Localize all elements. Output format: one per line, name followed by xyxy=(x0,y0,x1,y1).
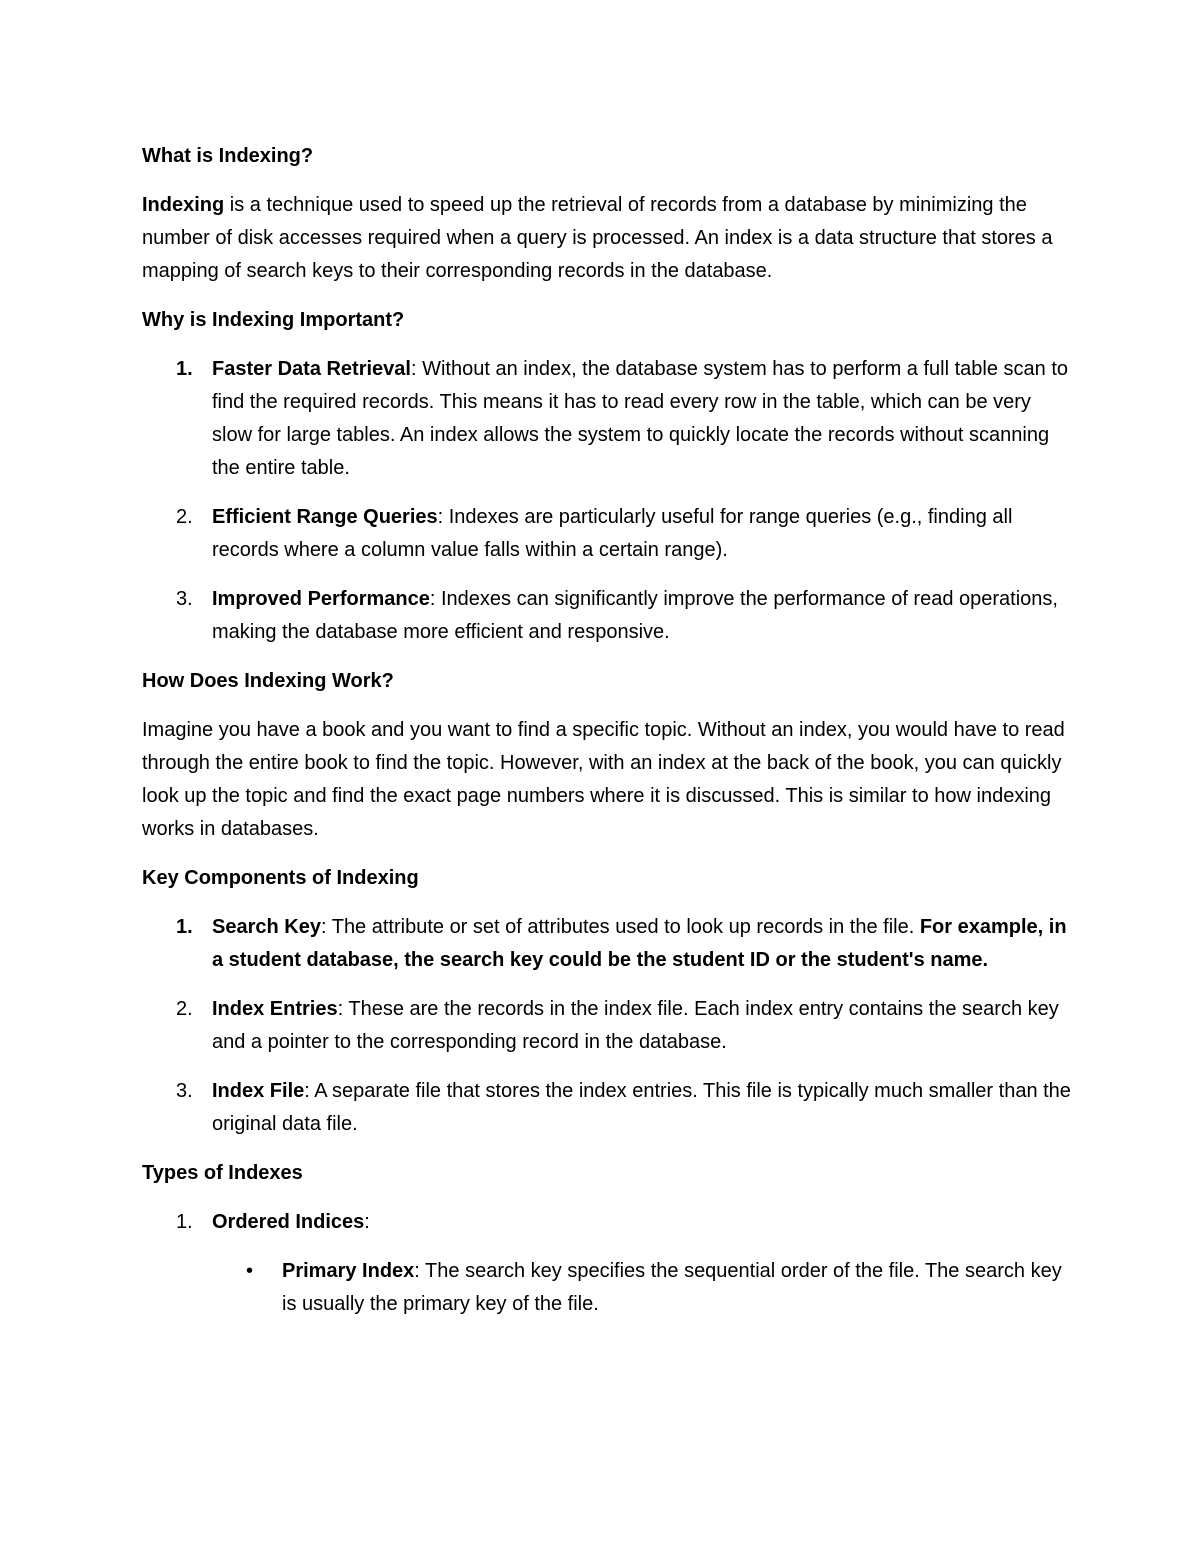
list-item xyxy=(142,353,1072,485)
list-number: 1. xyxy=(176,1211,193,1233)
list-key-components xyxy=(142,911,1072,1141)
heading-why-important: Why is Indexing Important? xyxy=(142,309,405,331)
document-body xyxy=(142,140,1072,1337)
list-number: 3. xyxy=(176,588,193,610)
paragraph-indexing-definition xyxy=(142,189,1072,288)
list-item-text: : Indexes can significantly improve the performance of read operations, making the database more efficient and responsive. xyxy=(212,588,1058,643)
sublist-item-term: Primary Index xyxy=(282,1260,415,1282)
list-item xyxy=(142,1075,1072,1141)
list-number: 1. xyxy=(176,916,193,938)
list-item xyxy=(142,911,1072,977)
sublist-item-body xyxy=(282,1255,1072,1321)
list-item xyxy=(142,1206,1072,1321)
list-item-term: Improved Performance xyxy=(212,588,430,610)
heading-how-it-works: How Does Indexing Work? xyxy=(142,670,394,692)
list-item-term: Efficient Range Queries xyxy=(212,506,438,528)
list-number: 3. xyxy=(176,1080,193,1102)
list-item xyxy=(142,501,1072,567)
list-item-body xyxy=(212,1075,1072,1141)
list-item-text: : Indexes are particularly useful for range queries (e.g., finding all records where a column value falls within a certain range). xyxy=(212,506,1013,561)
list-item-body xyxy=(212,353,1072,485)
list-item xyxy=(142,993,1072,1059)
sublist-item-text: : The search key specifies the sequential order of the file. The search key is usually the primary key of the file. xyxy=(282,1260,1062,1315)
paragraph-how-it-works: Imagine you have a book and you want to find a specific topic. Without an index, you would have to read through the entire book to find the topic. However, with an index at the back of the book, you can quickly look up the topic and find the exact page numbers where it is discussed. This is similar to how indexing works in databases. xyxy=(142,719,1065,840)
sublist-item xyxy=(212,1255,1072,1321)
term-indexing: Indexing xyxy=(142,194,225,216)
list-why-important xyxy=(142,353,1072,649)
list-item-text: : The attribute or set of attributes used to look up records in the file. xyxy=(320,916,920,938)
list-item-text: : Without an index, the database system has to perform a full table scan to find the required records. This means it has to read every row in the table, which can be very slow for large tables. An index allows the system to quickly locate the records without scanning the entire table. xyxy=(212,358,1069,479)
list-item-term: Search Key xyxy=(212,916,321,938)
paragraph-text: is a technique used to speed up the retrieval of records from a database by minimizing the number of disk accesses required when a query is processed. An index is a data structure that stores a mapping of search keys to their corresponding records in the database. xyxy=(142,194,1053,282)
list-item-term: Ordered Indices xyxy=(212,1211,365,1233)
list-item-body xyxy=(212,993,1072,1059)
list-item xyxy=(142,583,1072,649)
bullet-icon: • xyxy=(246,1260,254,1282)
list-item-text: : A separate file that stores the index entries. This file is typically much smaller than the original data file. xyxy=(212,1080,1071,1135)
heading-key-components: Key Components of Indexing xyxy=(142,867,419,889)
sublist-ordered-indices xyxy=(212,1255,1072,1321)
list-item-body xyxy=(212,583,1072,649)
list-number: 2. xyxy=(176,998,193,1020)
list-item-term: Index File xyxy=(212,1080,305,1102)
list-item-body xyxy=(212,501,1072,567)
list-item-term: Index Entries xyxy=(212,998,338,1020)
list-item-text: : These are the records in the index file. Each index entry contains the search key and a pointer to the corresponding record in the database. xyxy=(212,998,1059,1053)
list-item-text: : xyxy=(364,1211,370,1233)
list-item-heading xyxy=(212,1206,1072,1239)
list-number: 1. xyxy=(176,358,193,380)
list-types-of-indexes xyxy=(142,1206,1072,1321)
list-item-term: Faster Data Retrieval xyxy=(212,358,411,380)
list-number: 2. xyxy=(176,506,193,528)
heading-types-of-indexes: Types of Indexes xyxy=(142,1162,303,1184)
list-item-body xyxy=(212,911,1072,977)
list-item-bold-text: For example, in a student database, the search key could be the student ID or the student's name. xyxy=(212,916,1067,971)
list-item-body xyxy=(212,1206,1072,1321)
heading-what-is-indexing: What is Indexing? xyxy=(142,145,314,167)
